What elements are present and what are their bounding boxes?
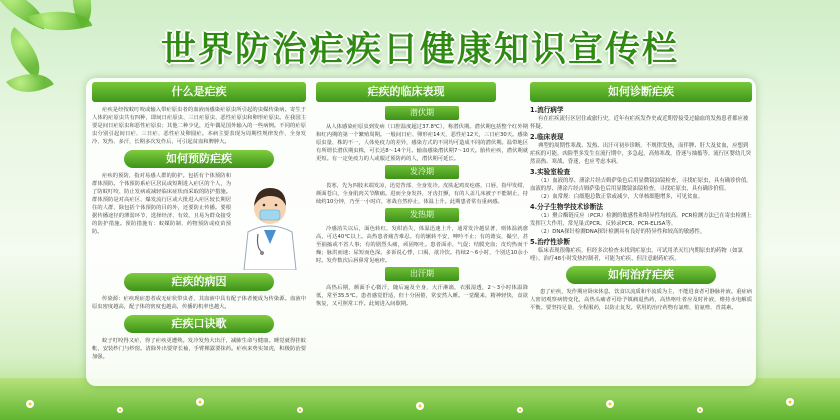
phase-label-chill: 发冷期 [385,165,459,179]
treat-text: 患了疟疾，发作期应卧床休息，饮食以流质和半流质为主，不能进食者可静脉补液。重症病人密切观察病情变化，高热头痛者可给予镇痛退热药，高热呕吐者应及时补液，维持水电解质平衡。要坚持足量、全程服药，以防止复发。常用的治疗药物有氯喹、伯氨喹、青蒿素。 [530,289,752,311]
section-header-song: 疟疾口诀歌 [124,315,274,333]
diag-item: 临床表现很像疟疾，但经多次检查未找到疟原虫，可试用杀灭红内期原虫的药物（如氯喹），治疗48小时发热控制者，可能为疟疾，但注意耐药疟疾。 [530,248,743,262]
diag-item: 典型的周期性寒战、发热、出汗可初步诊断。不规律发热，而伴脾、肝大及贫血，应想到疟疾的可能。凶险型多发生在流行期中，多急起，高热寒战，昏迷与抽搐等。流行区婴幼儿突然高热、寒战、昏迷，也应考虑本病。 [530,143,752,165]
phase-label-sweat: 出汗期 [385,267,459,281]
diag-item: （2）DNA探针检测DNA探针检测具有良好的特异性和较高的敏感性。 [538,229,706,235]
what-text: 疟疾是经按蚊叮咬或输入带疟原虫者的血液而感染疟原虫所引起的虫媒传染病。寄生于人体的疟原虫共有四种，即间日疟原虫、三日疟原虫、恶性疟原虫和卵形疟原虫。在我国主要是间日疟原虫和恶性疟原虫；其他二种少见，近年偶见国外输入的一些病例。不同的疟原虫分别引起间日疟、三日疟、恶性疟及卵圆疟。本病主要表现为周期性规律发作，全身发冷、发热、多汗，长期多次发作后，可引起贫血和脾肿大。 [92,107,306,145]
phase-text-sweat: 高热后期，颜面手心微汗，随后遍及全身，大汗淋漓，衣服湿透，2～3小时体温降低，常至35.5℃。患者感觉舒适，但十分困倦，常安然入睡。一觉醒来，精神轻快，食欲恢复，又可照常工作。此刻进入间歇期。 [316,285,528,307]
section-header-clinical: 疟疾的临床表现 [316,82,496,102]
phase-text-fever: 冷感消失以后，面色转红，发绀消失，体温迅速上升，通常发冷越显著，则体温就愈高，可达40℃以上。高热患者痛苦难忍。有的辗转不安，呻吟不止；有的谵妄，撮空，甚至抽搐或不省人事；有的剧烈头痛，顽固呕吐。患者面赤，气促；结膜充血；皮灼热而干燥；脉洪而速；尿短而色深。多诉说心悸，口渴，欲冷饮。持续2～6小时，个别达10余小时。发作数次后唇鼻常见疱疹。 [316,226,528,264]
section-header-what: 什么是疟疾 [92,82,306,102]
left-column [92,82,306,361]
flower-decorations [0,380,840,420]
diag-item: （1）聚合酶链反应（PCR）检测的敏感性和特异性均较高。PCR检测方法已在寄虫检测上发挥巨大作用，常见巢式PCR、反转录PCR、PCR-ELISA等。 [530,213,752,227]
section-header-treat: 如何治疗疟疾 [566,266,716,284]
phase-label-fever: 发热期 [385,208,459,222]
doctor-illustration [234,172,306,270]
diag-heading: 2.临床表现 [530,133,564,141]
diag-heading: 4.分子生物学技术诊断法 [530,203,604,211]
diag-heading: 3.实验室检查 [530,168,571,176]
diag-item: 有在疟疾流行区居住或旅行史，近年有疟疾发作史或近期曾接受过输血的发热患者都应被怀疑。 [530,116,749,130]
cause-text: 传染源：疟疾现症患者或无症状带虫者，其血液中具有配子体者便成为传染源。血液中原虫密度越高，配子体的密度也越高，传播的机率也越大。 [92,296,306,310]
middle-column [316,82,528,308]
diag-item: （2）血常规：白细胞总数正常或减少，大单核细胞增多，可见贫血。 [538,194,704,200]
page-title: 世界防治疟疾日健康知识宣传栏 [160,30,679,70]
phase-label-incubation: 潜伏期 [385,106,459,120]
phase-text-chill: 畏寒，先为四肢末端发凉，迅觉背部、全身发冷。皮肤起鸡皮疙瘩，口唇，指甲发绀，颜面苍白，全身肌肉关节酸痛。进而全身发抖，牙齿打颤，有的人盖几床被子不能制止，持续约10分钟，乃至一小时许，寒战自然停止，体温上升。此期患者常有重病感。 [316,183,528,205]
section-header-cause: 疟疾的病因 [124,273,274,291]
right-column [530,82,752,312]
section-header-prevent: 如何预防疟疾 [124,150,274,168]
song-text: 蚊子叮咬得又疟，得了疟疾更遭殃。发冷发热大出汗，减肺生命与健康。睡觉就得挂蚊帐，安装纱门与纱窗。清除外出要穿长袖，手臂裸露要抹药。疟疾来势实如虎，积极防治要加强。 [92,338,306,360]
phase-text-incubation: 从人体感染疟原虫到发病（口腔温度超过37.8℃），称潜伏期。潜伏期包括整个红外期和红内期的第一个繁殖周期。一般间日疟、卵形疟14天，恶性疟12天，三日疟30天。感染原虫量、株的不一，人体免疫力的差异，感染方式的不同均可造成不同的潜伏期。温带地区有所谓长潜伏期虫株，可长达8～14个月。输血感染潜伏期7～10天。胎传疟疾，潜伏期就更短。有一定免疫力的人或服过预防药的人，潜伏期可延长。 [316,124,528,162]
diag-heading: 1.流行病学 [530,106,564,114]
section-header-diagnose: 如何诊断疟疾 [530,82,752,102]
prevent-text: 疟疾的预防，指对易感人群的防护。包括有个体预防和群体预防。个体预防系疟区居民或短期进入疟区的个人，为了防蚊叮咬、防止发病或减轻临床症状而采取的防护措施。群体预防是对高疟区、爆发流行区或大批进入疟区较长期居住的人群，除包括个体预防的目的外，还要防止传播。要根据传播途径的薄弱环节，选择经济、有效，且易为群众接受的防护措施。预防措施有：蚊媒防制、药物预防或疫苗预防。 [92,173,231,235]
doctor-icon [234,172,306,270]
diag-item: （1）血液的厚、薄涂片经吉姆萨染色后用显微镜油镜检查，寻找疟原虫，具有确诊价值。血液的厚、薄涂片经吉姆萨染色后用显微镜油镜检查，寻找疟原虫，具有确诊价值。 [530,178,752,192]
prevent-block [92,172,306,270]
diag-heading: 5.治疗性诊断 [530,238,571,246]
